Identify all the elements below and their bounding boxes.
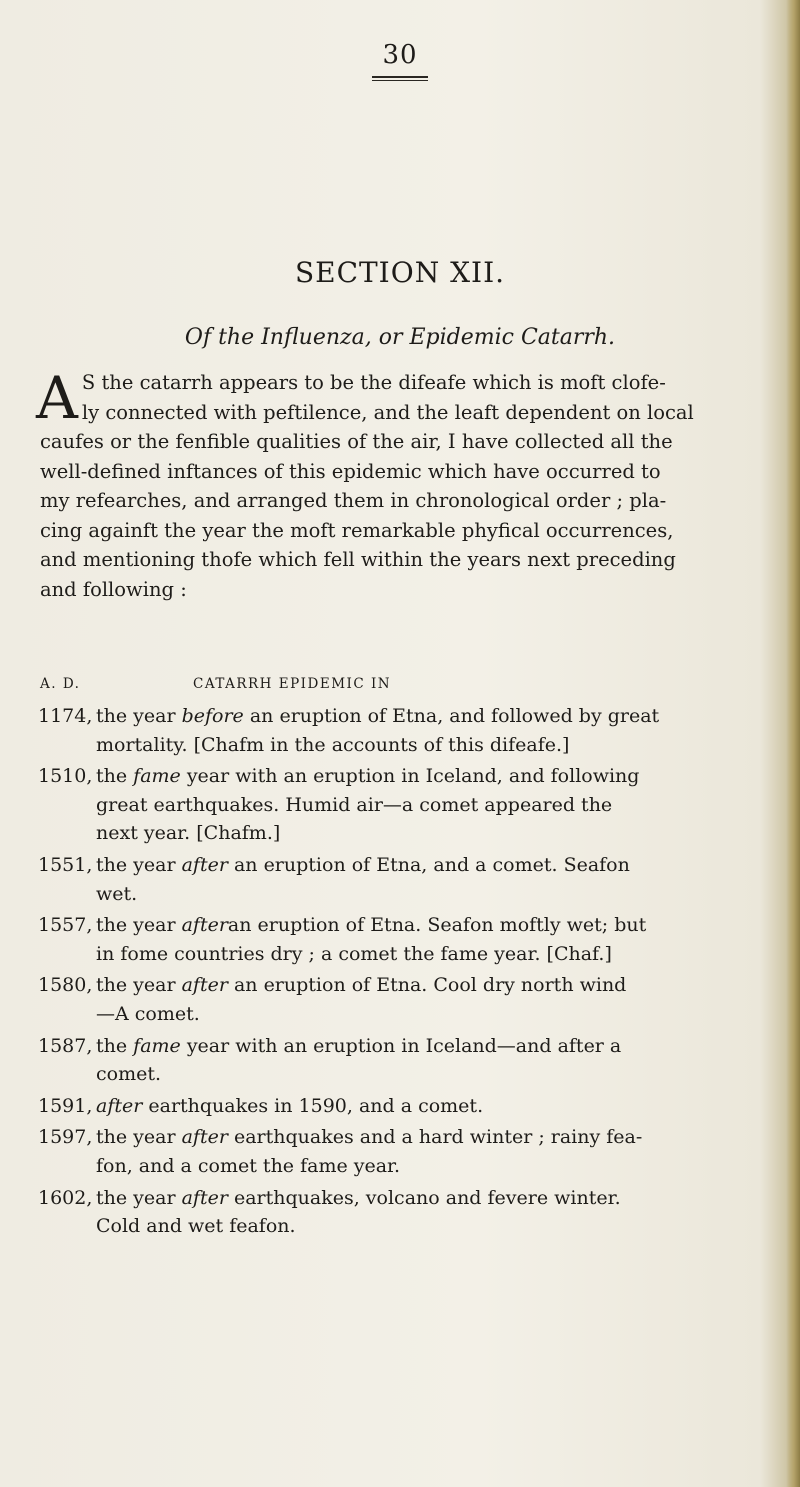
epidemic-entries: [38, 702, 788, 1244]
entry-text-line: wet.: [96, 882, 138, 905]
epidemic-entry: [38, 911, 788, 968]
intro-line: cing againft the year the moft remarkable phyfical occurrences,: [40, 518, 674, 542]
emphasis-text: after: [181, 853, 228, 876]
entry-text-line: next year. [Chafm.]: [96, 822, 281, 845]
entry-text-line: fon, and a comet the fame year.: [96, 1154, 401, 1177]
entry-text-line: the year before an eruption of Etna, and followed by great: [96, 705, 660, 727]
entry-text-line: the year after earthquakes and a hard winter ; rainy fea-: [96, 1126, 643, 1149]
intro-line: and following :: [40, 577, 187, 601]
intro-line: my refearches, and arranged them in chronological order ; pla-: [40, 489, 667, 512]
page-number: 30: [382, 40, 418, 70]
intro-line: ly connected with peftilence, and the leaft dependent on local: [81, 400, 694, 424]
epidemic-entry: [38, 762, 788, 848]
entry-year: 1510,: [38, 765, 93, 788]
emphasis-text: after: [181, 974, 228, 997]
entry-text-line: the fame year with an eruption in Iceland, and following: [96, 765, 640, 788]
intro-line: well-defined inftances of this epidemic which have occurred to: [40, 459, 661, 483]
section-heading: SECTION XII.: [294, 256, 506, 289]
entry-text-line: the year after earthquakes, volcano and fevere winter.: [96, 1186, 621, 1209]
entry-year: 1580,: [38, 974, 93, 997]
epidemic-entry: [38, 851, 788, 908]
epidemic-entry: [38, 1092, 788, 1121]
epidemic-entry: [38, 1032, 788, 1089]
page-number-rule: [372, 76, 428, 81]
entry-text-line: comet.: [96, 1063, 162, 1086]
epidemic-column-header: CATARRH EPIDEMIC IN: [193, 676, 392, 692]
emphasis-text: after: [181, 914, 228, 937]
emphasis-text: after: [181, 1186, 228, 1209]
intro-line: and mentioning thofe which fell within the years next preceding: [40, 548, 676, 571]
entry-text-line: the fame year with an eruption in Iceland—and after a: [96, 1034, 622, 1057]
entry-year: 1587,: [38, 1034, 93, 1057]
drop-cap: A: [36, 364, 78, 432]
section-subtitle: Of the Influenza, or Epidemic Catarrh.: [184, 325, 616, 350]
entry-year: 1602,: [38, 1186, 93, 1209]
intro-paragraph: [36, 364, 780, 604]
entry-text-line: Cold and wet feafon.: [96, 1215, 296, 1238]
epidemic-entry: [38, 1123, 788, 1180]
entry-text-line: —A comet.: [96, 1002, 200, 1025]
emphasis-text: fame: [133, 765, 181, 788]
year-column-header: A. D.: [40, 676, 81, 692]
entry-text-line: in fome countries dry ; a comet the fame year. [Chaf.]: [96, 942, 612, 965]
entry-text-line: great earthquakes. Humid air—a comet appeared the: [96, 793, 613, 816]
page-edge: [786, 0, 800, 1487]
emphasis-text: after: [96, 1094, 143, 1117]
emphasis-text: before: [181, 705, 244, 727]
entry-text-line: mortality. [Chafm in the accounts of this difeafe.]: [96, 733, 570, 756]
epidemic-entry: [38, 702, 788, 759]
entry-text-line: the year after an eruption of Etna. Cool dry north wind: [96, 974, 627, 997]
entry-year: 1174,: [38, 705, 93, 727]
entry-year: 1597,: [38, 1126, 93, 1149]
entry-text-line: the year after an eruption of Etna, and a comet. Seafon: [96, 853, 630, 876]
epidemic-entry: [38, 1184, 788, 1241]
epidemic-entry: [38, 971, 788, 1028]
entry-text-line: the year afteran eruption of Etna. Seafon moftly wet; but: [96, 914, 647, 937]
emphasis-text: fame: [133, 1034, 181, 1057]
entry-year: 1557,: [38, 914, 93, 937]
emphasis-text: after: [181, 1126, 228, 1149]
intro-line: S the catarrh appears to be the difeafe which is moft clofe-: [81, 371, 666, 394]
entry-text-line: after earthquakes in 1590, and a comet.: [96, 1094, 484, 1117]
entry-year: 1591,: [38, 1094, 93, 1117]
entry-year: 1551,: [38, 853, 93, 876]
intro-line: caufes or the fenfible qualities of the air, I have collected all the: [40, 430, 673, 453]
